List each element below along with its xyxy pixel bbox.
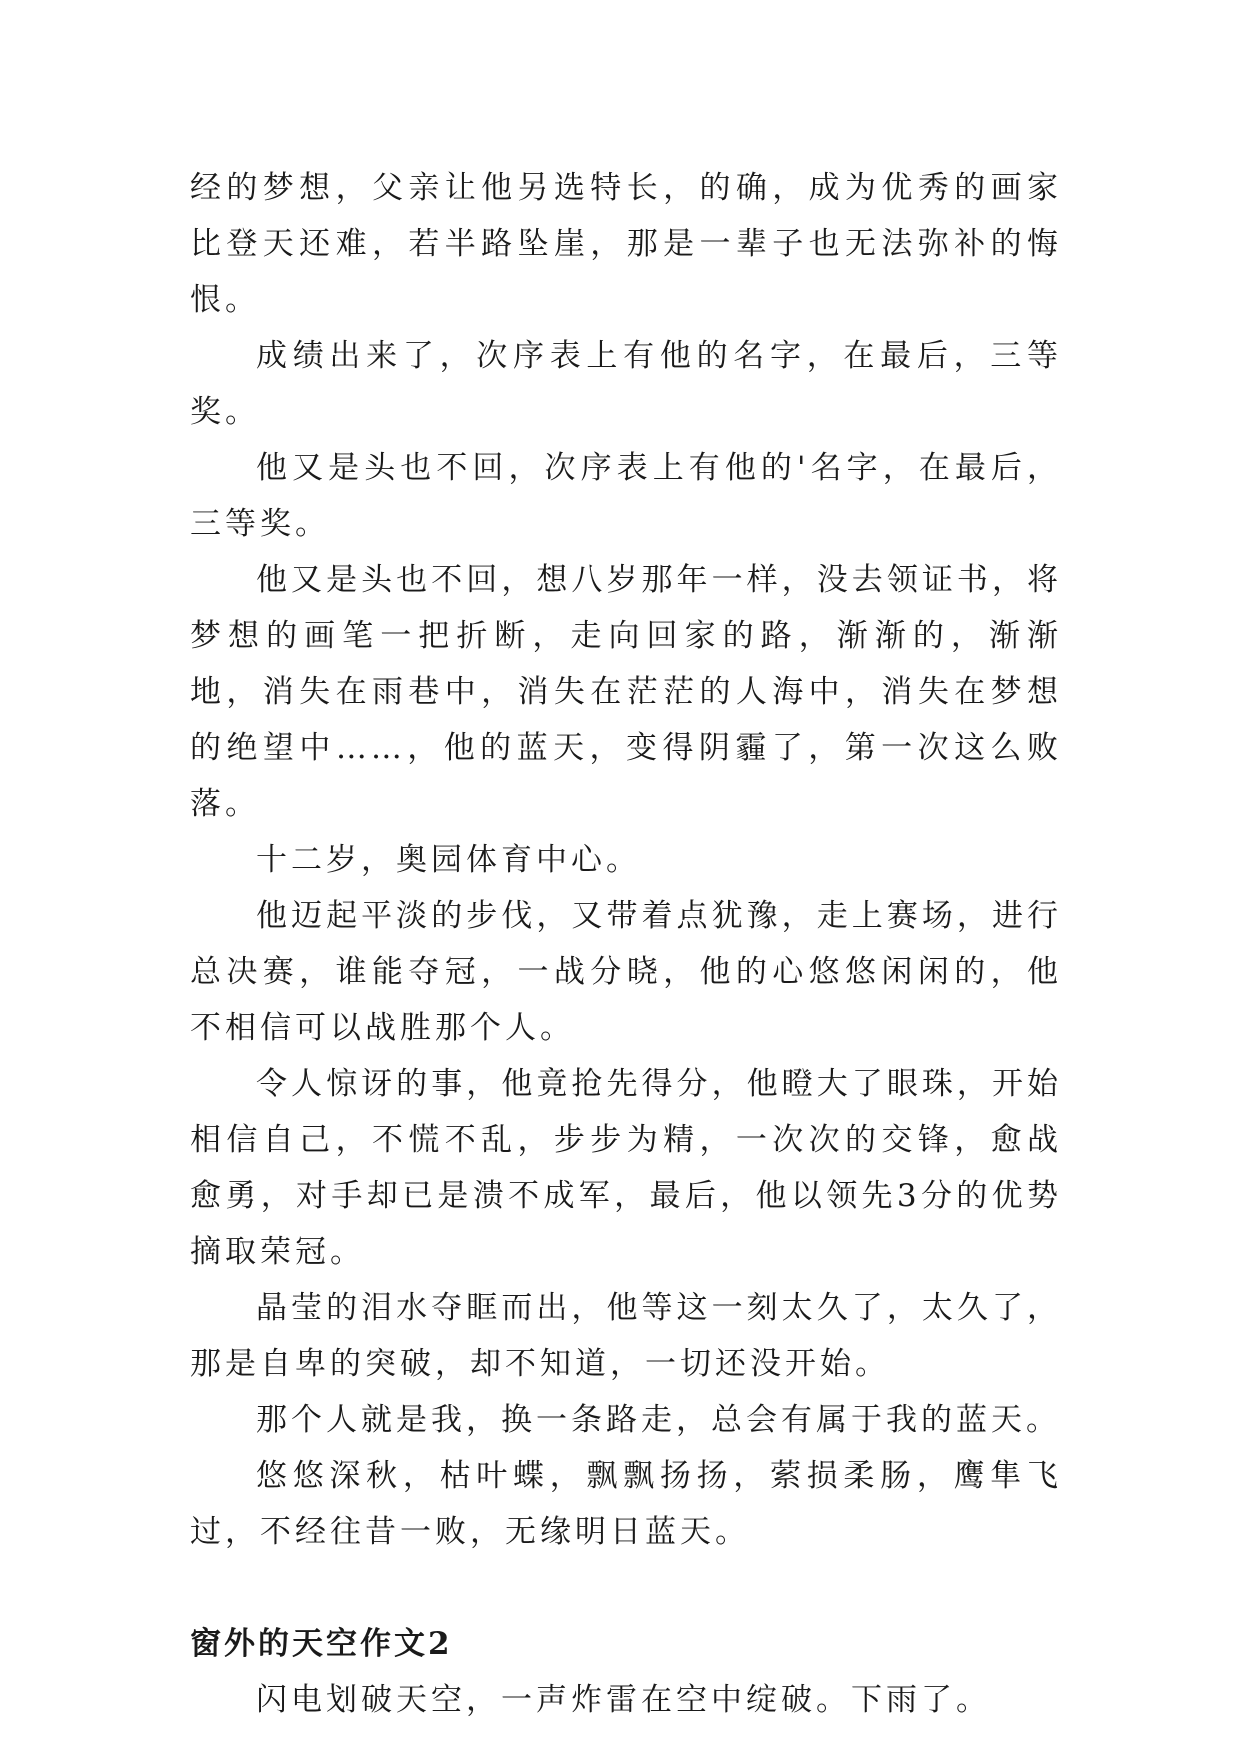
paragraph: 他又是头也不回，次序表上有他的'名字，在最后，三等奖。	[190, 450, 1062, 542]
paragraph: 十二岁，奥园体育中心。	[256, 842, 641, 878]
section-spacer	[190, 1560, 1062, 1616]
paragraph: 悠悠深秋，枯叶蝶，飘飘扬扬，萦损柔肠，鹰隼飞过，不经往昔一败，无缘明日蓝天。	[190, 1458, 1062, 1550]
section-heading: 窗外的天空作文2	[190, 1626, 453, 1662]
paragraph: 经的梦想，父亲让他另选特长，的确，成为优秀的画家比登天还难，若半路坠崖，那是一辈子也无法弥补的悔恨。	[190, 170, 1062, 318]
paragraph: 晶莹的泪水夺眶而出，他等这一刻太久了，太久了，那是自卑的突破，却不知道，一切还没开始。	[190, 1290, 1062, 1382]
paragraph: 他迈起平淡的步伐，又带着点犹豫，走上赛场，进行总决赛，谁能夺冠，一战分晓，他的心悠悠闲闲的，他不相信可以战胜那个人。	[190, 898, 1062, 1046]
paragraph: 他又是头也不回，想八岁那年一样，没去领证书，将梦想的画笔一把折断，走向回家的路，渐渐的，渐渐地，消失在雨巷中，消失在茫茫的人海中，消失在梦想的绝望中……，他的蓝天，变得阴霾了，第一次这么败落。	[190, 562, 1062, 822]
paragraph: 令人惊讶的事，他竟抢先得分，他瞪大了眼珠，开始相信自己，不慌不乱，步步为精，一次次的交锋，愈战愈勇，对手却已是溃不成军，最后，他以领先3分的优势摘取荣冠。	[190, 1066, 1062, 1270]
paragraph: 闪电划破天空，一声炸雷在空中绽破。下雨了。	[256, 1682, 991, 1718]
document-body	[190, 160, 1062, 1728]
paragraph: 那个人就是我，换一条路走，总会有属于我的蓝天。	[256, 1402, 1061, 1438]
paragraph: 成绩出来了，次序表上有他的名字，在最后，三等奖。	[190, 338, 1062, 430]
